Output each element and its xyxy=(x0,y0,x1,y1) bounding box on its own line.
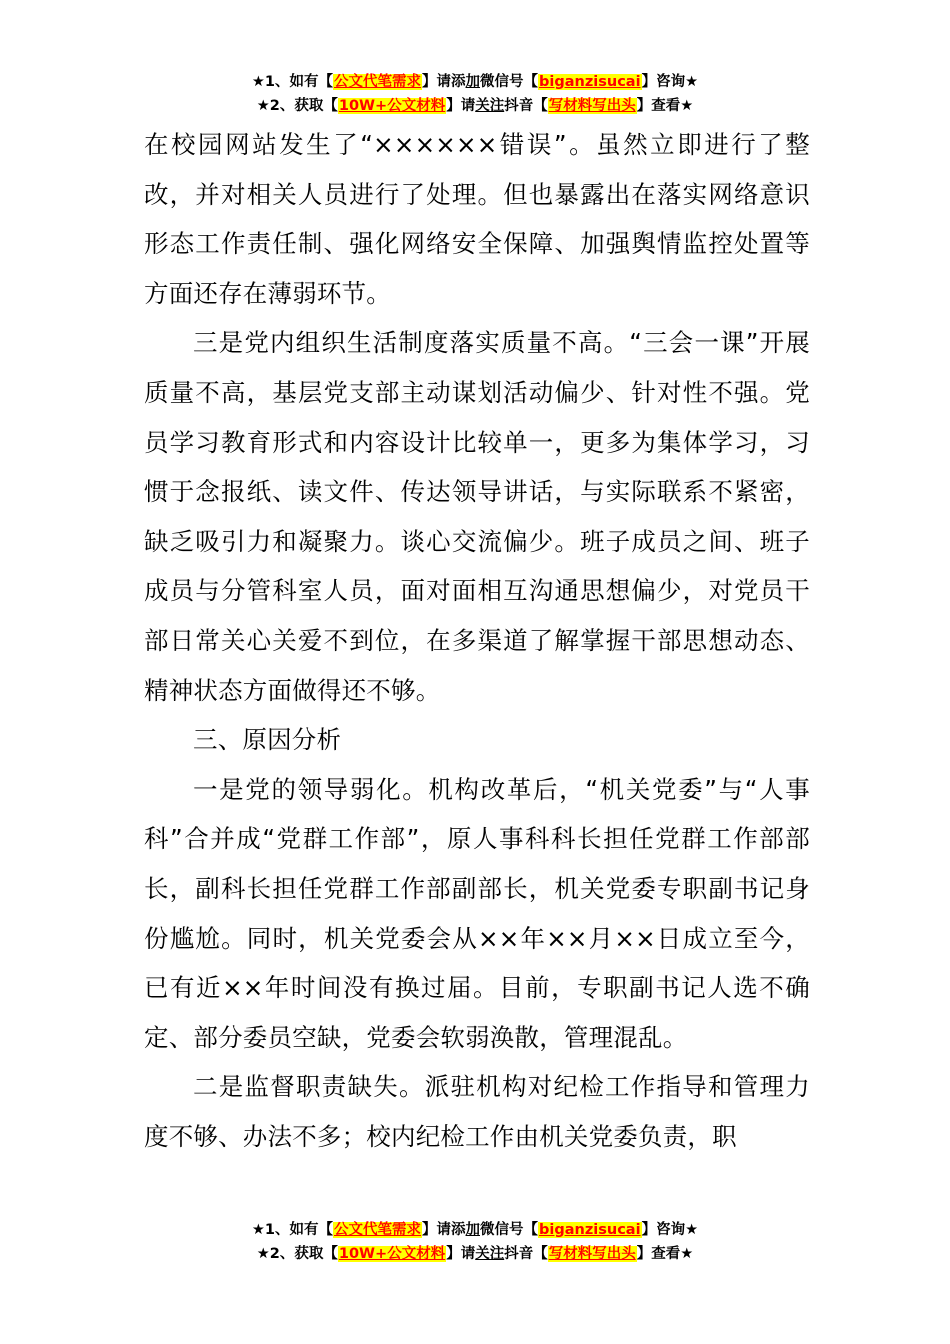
footer-line-1-suffix: 】咨询★ xyxy=(641,1222,699,1238)
header-line-2-mid: 】请 xyxy=(446,98,476,114)
body-paragraph-party-life: 三是党内组织生活制度落实质量不高。“三会一课”开展质量不高，基层党支部主动谋划活动偏少、针对性不强。党员学习教育形式和内容设计比较单一，更多为集体学习，习惯于念报纸、读文件、传达领导讲话，与实际联系不紧密，缺乏吸引力和凝聚力。谈心交流偏少。班子成员之间、班子成员与分管科室人员，面对面相互沟通思想偏少，对党员干部日常关心关爱不到位，在多渠道了解掌握干部思想动态、精神状态方面做得还不够。 xyxy=(144,328,810,705)
header-line-1-mid2: 微信号【 xyxy=(480,74,539,90)
footer-line-2-highlight-douyin: 写材料写出头 xyxy=(548,1246,636,1262)
header-banner xyxy=(0,70,950,118)
footer-line-1-emphasis: 加 xyxy=(465,1222,481,1238)
footer-banner xyxy=(0,1218,950,1266)
header-line-2-emphasis: 关注 xyxy=(475,98,505,114)
footer-line-2-suffix: 】查看★ xyxy=(636,1246,694,1262)
footer-line-1-prefix: ★1、如有【 xyxy=(251,1222,334,1238)
footer-line-2-emphasis: 关注 xyxy=(475,1246,505,1262)
footer-line-1-highlight-wechat: biganzisucai xyxy=(539,1222,641,1238)
header-line-1-highlight-wechat: biganzisucai xyxy=(539,74,641,90)
header-line-2-mid2: 抖音【 xyxy=(504,98,548,114)
footer-line-2-mid: 】请 xyxy=(446,1246,476,1262)
header-line-2-suffix: 】查看★ xyxy=(636,98,694,114)
header-line-2-highlight-materials: 10W+公文材料 xyxy=(338,98,446,114)
header-line-1-prefix: ★1、如有【 xyxy=(251,74,334,90)
header-line-1-emphasis: 加 xyxy=(465,74,481,90)
footer-line-2-mid2: 抖音【 xyxy=(504,1246,548,1262)
document-body xyxy=(144,120,810,1161)
footer-line-2 xyxy=(0,1242,950,1266)
body-paragraph-leadership: 一是党的领导弱化。机构改革后，“机关党委”与“人事科”合并成“党群工作部”，原人事科科长担任党群工作部部长，副科长担任党群工作部副部长，机关党委专职副书记身份尴尬。同时，机关党委会从××年××月××日成立至今，已有近××年时间没有换过届。目前，专职副书记人选不确定、部分委员空缺，党委会软弱涣散，管理混乱。 xyxy=(144,774,810,1052)
footer-line-2-prefix: ★2、获取【 xyxy=(256,1246,338,1262)
footer-line-1-highlight-service: 公文代笔需求 xyxy=(334,1222,422,1238)
footer-line-2-highlight-materials: 10W+公文材料 xyxy=(338,1246,446,1262)
section-heading-cause-analysis: 三、原因分析 xyxy=(193,725,342,755)
header-line-1 xyxy=(0,70,950,94)
footer-line-1 xyxy=(0,1218,950,1242)
body-paragraph-continuation: 在校园网站发生了“××××××错误”。虽然立即进行了整改，并对相关人员进行了处理。但也暴露出在落实网络意识形态工作责任制、强化网络安全保障、加强舆情监控处置等方面还存在薄弱环节。 xyxy=(144,130,810,308)
header-line-2 xyxy=(0,94,950,118)
header-line-1-suffix: 】咨询★ xyxy=(641,74,699,90)
footer-line-1-mid: 】请添 xyxy=(422,1222,466,1238)
header-line-2-highlight-douyin: 写材料写出头 xyxy=(548,98,636,114)
body-paragraph-supervision: 二是监督职责缺失。派驻机构对纪检工作指导和管理力度不够、办法不多；校内纪检工作由机关党委负责，职 xyxy=(144,1072,810,1151)
header-line-1-mid: 】请添 xyxy=(422,74,466,90)
footer-line-1-mid2: 微信号【 xyxy=(480,1222,539,1238)
header-line-1-highlight-service: 公文代笔需求 xyxy=(334,74,422,90)
header-line-2-prefix: ★2、获取【 xyxy=(256,98,338,114)
